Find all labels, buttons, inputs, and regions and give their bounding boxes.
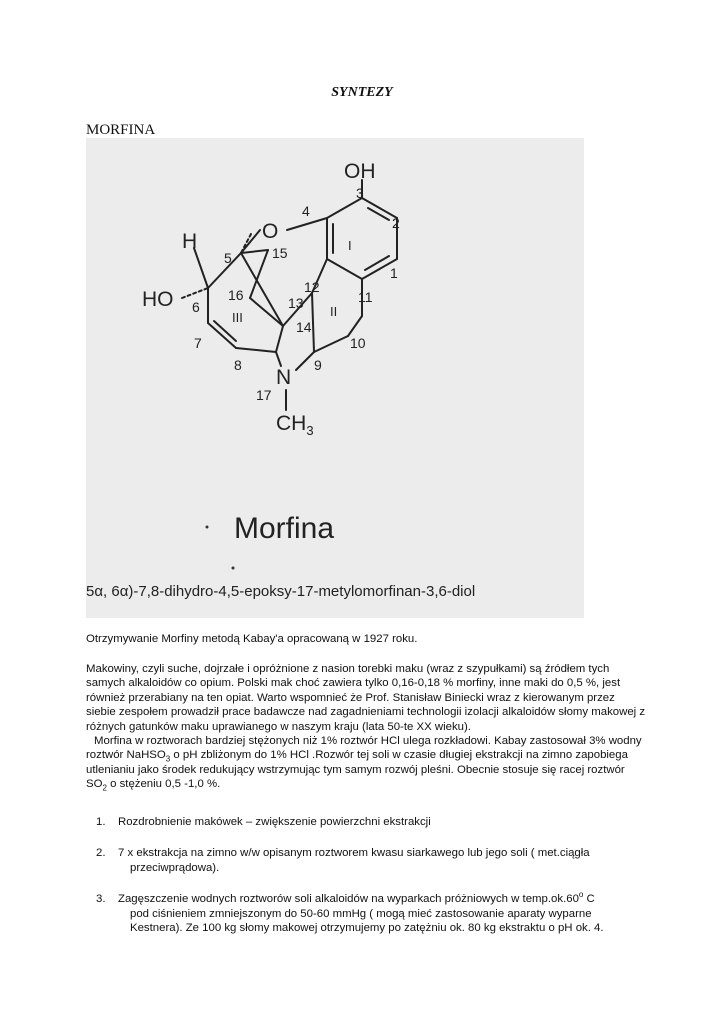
iupac-name: 5α, 6α)-7,8-dihydro-4,5-epoksy-17-metylomorfinan-3,6-diol [86,583,476,600]
paragraph-makowiny: Makowiny, czyli suche, dojrzałe i opróżnione z nasion torebki maku (wraz z szypułkami) są źródłem tych samych alkaloidów co opium. Polski mak choć zawiera tylko 0,16-0,18 % morfiny, inne maki do 0,5 %, jest również przerabiany na ten opiat. Warto wspomnieć że Prof. Stanisław Biniecki wraz z kierowanym przez siebie zespołem prowadził prace badawcze nad zagadnieniami technologii izolacji alkaloidów słomy makowej z różnych gatunków maku uprawianego w naszym kraju (lata 50-te XX wieku). [86,663,646,733]
position-15: 15 [272,245,288,261]
position-10: 10 [350,335,366,351]
intro-line: Otrzymywanie Morfiny metodą Kabay'a opracowaną w 1927 roku. [86,633,418,645]
position-6: 6 [192,299,200,315]
paragraph-kabay: Morfina w roztworach bardziej stężonych niż 1% roztwór HCl ulega rozkładowi. Kabay zastosował 3% wodny roztwór NaHSO$_3$ o pH zbliżonym do 1% HCl .Rozwór tej soli w czasie długiej ekstrakcji na zimno zapobiega utlenianiu jako środek redukujący wstrzymując tym samym rozwój pleśni. Obecnie stosuje się racej roztwór $SO_2$ o stężeniu 0,5 -1,0 %. [86,735,642,793]
page-heading: SYNTEZY [331,85,393,100]
position-12: 12 [304,279,320,295]
atom-oh: OH [344,160,376,183]
procedure-steps [86,815,646,952]
atom-ho: HO [142,288,174,311]
atom-ch3: $CH_3$ [276,412,314,438]
position-14: 14 [296,319,312,335]
position-16: 16 [228,287,244,303]
position-17: 17 [256,387,272,403]
position-1: 1 [390,265,398,281]
figure-name: Morfina [234,512,335,545]
section-title: MORFINA [86,122,156,138]
body-paragraphs [86,662,646,792]
position-3: 3 [356,185,364,201]
atom-h: H [182,230,198,253]
position-2: 2 [392,215,400,231]
position-9: 9 [314,357,322,373]
atom-o: O [262,220,279,243]
position-7: 7 [194,335,202,351]
atom-n: N [276,366,292,389]
list-item: 3. Zagęszczenie wodnych roztworów soli alkaloidów na wyparkach próżniowych w temp.ok.60$^o$ C pod ciśnieniem zmniejszonym do 50-60 mmHg ( mogą mieć zastosowanie aparaty wyparne Kestnera). Ze 100 kg słomy makowej otrzymujemy po zatężniu ok. 80 kg ekstraktu o pH ok. 4. [96,890,604,935]
position-11: 11 [358,289,373,305]
position-13: 13 [288,295,304,311]
ring-label-iii: III [232,310,243,325]
ring-label-ii: II [330,304,338,319]
structure-drawing [86,138,584,618]
position-4: 4 [302,203,310,219]
morphine-structure-figure [86,138,584,618]
list-item: 1. Rozdrobnienie makówek – zwiększenie powierzchni ekstrakcji [96,816,431,828]
position-8: 8 [234,357,242,373]
ring-label-i: I [348,238,352,253]
list-item: 2. 7 x ekstrakcja na zimno w/w opisanym roztworem kwasu siarkawego lub jego soli ( met.ciągła przeciwprądowa). [96,847,590,874]
position-5: 5 [224,250,232,266]
